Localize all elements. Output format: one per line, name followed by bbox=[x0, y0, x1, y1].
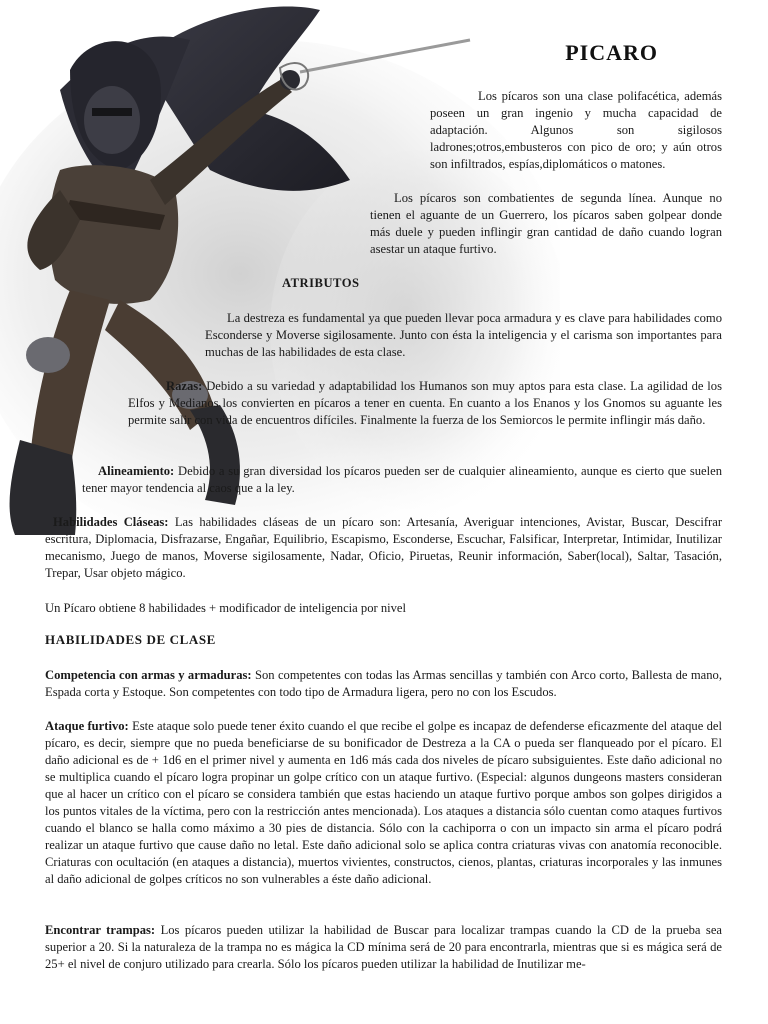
razas-paragraph bbox=[128, 378, 722, 429]
intro-paragraph-2: Los pícaros son combatientes de segunda línea. Aunque no tienen el aguante de un Guerrero, los pícaros saben golpear donde más duele y pueden inflingir gran cantidad de daño cuando logran asestar un ataque furtivo. bbox=[370, 191, 722, 256]
skill-points-note: Un Pícaro obtiene 8 habilidades + modificador de inteligencia por nivel bbox=[45, 601, 407, 615]
section-heading-atributos: ATRIBUTOS bbox=[282, 276, 360, 290]
habilidades-claseas-paragraph bbox=[45, 514, 722, 582]
habilidades-claseas-label: Habilidades Cláseas: bbox=[53, 515, 169, 529]
rogue-illustration bbox=[0, 0, 560, 540]
habilidades-claseas-text: Las habilidades cláseas de un pícaro son: Artesanía, Averiguar intenciones, Avistar, Buscar, Descifrar escritura, Diplomacia, Disfrazarse, Engañar, Equilibrio, Escapismo, Esconderse, Escuchar, Falsificar, Interpretar, Intimidar, Inutilizar mecanismo, Juego de manos, Moverse sigilosamente, Nadar, Oficio, Piruetas, Reunir información, Saber(local), Saltar, Tasación, Trepar, Usar objeto mágico. bbox=[45, 515, 723, 580]
competencia-text: Son competentes con todas las Armas sencillas y también con Arco corto, Ballesta de mano, Espada corta y Estoque. Son competentes con todo tipo de Armadura ligera, pero no con los Escudos. bbox=[45, 668, 723, 699]
competencia-paragraph bbox=[45, 667, 722, 701]
encontrar-trampas-text: Los pícaros pueden utilizar la habilidad de Buscar para localizar trampas cuando la CD de la prueba sea superior a 20. Si la naturaleza de la trampa no es mágica la CD mínima será de 20 para encontrarla, mientras que si es mágica será de 25+ el nivel de conjuro utilizado para crearla. Sólo los pícaros pueden utilizar la habilidad de Inutilizar me- bbox=[45, 923, 722, 971]
encontrar-trampas-paragraph bbox=[45, 922, 722, 973]
ataque-furtivo-text: Este ataque solo puede tener éxito cuando el que recibe el golpe es incapaz de defenderse eficazmente del ataque del pícaro, es decir, siempre que no pueda beneficiarse de su bonificador de Destreza a la CA o pueda ser flanqueado por el pícaro. El daño adicional es de + 1d6 en el primer nivel y aumenta en 1d6 más cada dos niveles de pícaro subsiguientes. Este daño adicional no se multiplica cuando el pícaro logra propinar un golpe crítico con un ataque furtivo. (Especial: algunos dungeons masters consideran que al hacer un crítico con el pícaro se considera también que estas haciendo un ataque furtivo porque ambos son golpes dirigidos a los puntos vitales de la víctima, pero con la restricción antes mencionada). Los ataques a distancia sólo cuentan como ataques furtivos cuando el blanco se halla como máximo a 30 pies de distancia. Sólo con la cachiporra o con un impacto sin arma el pícaro podrá realizar un ataque furtivo que cause daño no letal. Este daño adicional solo se aplica contra criaturas vivas con anatomía reconocible. Criaturas con ocultación (en ataques a distancia), muertos vivientes, constructos, cienos, plantas, criaturas incorporales y las inmunes al daño adicional de golpes críticos no son vulnerables a éste daño adicional. bbox=[45, 719, 723, 886]
competencia-label: Competencia con armas y armaduras: bbox=[45, 668, 252, 682]
intro-paragraph-1: Los pícaros son una clase polifacética, además poseen un gran ingenio y mucha capacidad de adaptación. Algunos son sigilosos ladrones;otros,embusteros con pico de oro; y aún otros son infiltrados, espías,diplomáticos o matones. bbox=[430, 89, 722, 171]
encontrar-trampas-label: Encontrar trampas: bbox=[45, 923, 156, 937]
alineamiento-text: Debido a su gran diversidad los pícaros pueden ser de cualquier alineamiento, aunque es cierto que suelen tener mayor tendencia al caos que a la ley. bbox=[82, 464, 722, 495]
section-heading-habilidades-de-clase: HABILIDADES DE CLASE bbox=[45, 632, 216, 647]
alineamiento-paragraph bbox=[82, 463, 722, 497]
atributos-paragraph: La destreza es fundamental ya que pueden llevar poca armadura y es clave para habilidades como Esconderse y Moverse sigilosamente. Junto con ésta la inteligencia y el carisma son importantes para muchas de las habilidades de esta clase. bbox=[205, 311, 722, 359]
ataque-furtivo-label: Ataque furtivo: bbox=[45, 719, 129, 733]
alineamiento-label: Alineamiento: bbox=[98, 464, 175, 478]
ataque-furtivo-paragraph bbox=[45, 718, 722, 888]
page-title: PICARO bbox=[565, 40, 658, 65]
razas-text: Debido a su variedad y adaptabilidad los Humanos son muy aptos para esta clase. La agilidad de los Elfos y Medianos los convierten en pícaros a tener en cuenta. En cuanto a los Enanos y los Gnomos su aguante les permite salir con vida de encuentros difíciles. Finalmente la fuerza de los Semiorcos le permite inflingir más daño. bbox=[128, 379, 722, 427]
razas-label: Razas: bbox=[166, 379, 203, 393]
